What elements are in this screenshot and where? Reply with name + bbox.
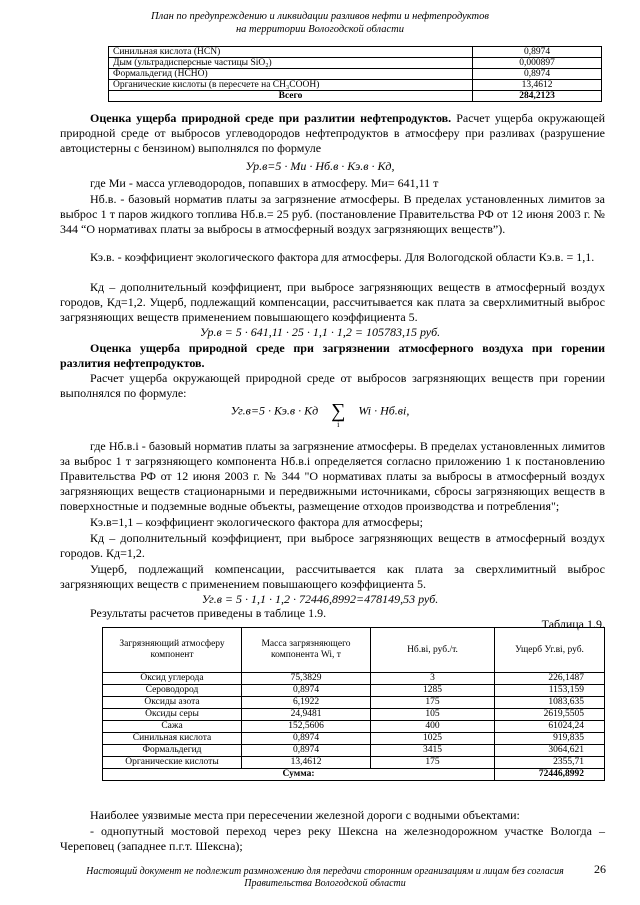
cell-damage: 919,835	[495, 733, 605, 745]
table-row	[103, 673, 605, 685]
header-line-2: на территории Вологодской области	[235, 24, 405, 35]
cell-mass: 75,3829	[242, 673, 371, 685]
cell-mass: 0,8974	[242, 745, 371, 757]
section1-intro: Расчет ущерба окружающей природной среде от выбросов углеводородов нефтепродуктов в атмосферу при разливах (разрушение автоцистерны с бензином) выполнялся по формуле	[60, 111, 605, 155]
section1-p1: где Ми - масса углеводородов, попавших в атмосферу. Ми= 641,11 т	[90, 176, 439, 190]
column-header: Ущерб Уг.вi, руб.	[495, 628, 605, 673]
cell-damage: 61024,24	[495, 721, 605, 733]
table-total-row	[103, 769, 605, 781]
sum-sign-icon	[331, 400, 346, 429]
cell-component: Оксид углерода	[103, 673, 242, 685]
table-row	[103, 685, 605, 697]
column-header: Масса загрязняющего компонента Wi, т	[242, 628, 371, 673]
cell-component: Оксиды серы	[103, 709, 242, 721]
results-intro: Результаты расчетов приведены в таблице 1.9.	[90, 606, 327, 620]
section2-result: Уг.в = 5 · 1,1 · 1,2 · 72446,8992=478149,53 руб.	[201, 592, 439, 606]
cell-mass: 13,4612	[242, 757, 371, 769]
section1-p3: Кэ.в. - коэффициент экологического фактора для атмосферы. Для Вологодской области Кэ.в. = 1,1.	[90, 250, 595, 264]
cell-mass: 152,5606	[242, 721, 371, 733]
table-total-row	[109, 91, 602, 102]
cell-damage: 226,1487	[495, 673, 605, 685]
cell-component: Органические кислоты	[103, 757, 242, 769]
running-header	[0, 10, 640, 36]
cell-rate: 3	[371, 673, 495, 685]
component-value: 0,000897	[473, 58, 602, 69]
component-value: 13,4612	[473, 80, 602, 91]
formula-right: Wi · Нб.вi,	[358, 403, 410, 418]
cell-rate: 105	[371, 709, 495, 721]
cell-damage: 1083,635	[495, 697, 605, 709]
sum-label: Сумма:	[103, 769, 495, 781]
cell-rate: 1285	[371, 685, 495, 697]
cell-mass: 24,9481	[242, 709, 371, 721]
table-row	[109, 58, 602, 69]
cell-mass: 0,8974	[242, 685, 371, 697]
cell-rate: 3415	[371, 745, 495, 757]
section2-p2: Кэ.в=1,1 – коэффициент экологического фактора для атмосферы;	[90, 515, 423, 529]
column-header: Загрязняющий атмосферу компонент	[103, 628, 242, 673]
section2-formula	[0, 400, 640, 432]
section2-p1: где Нб.в.i - базовый норматив платы за загрязнение атмосферы. В пределах установленных лимитов за выброс 1 т загрязняющего компонента Нб.в.i определяется согласно приложению 1 к постановлению Правительства РФ от 12 июня 2003 г. № 344 "О нормативах платы за выбросы в атмосферный воздух загрязняющих веществ стационарными и передвижными источниками, сбросы загрязняющих веществ в поверхностные и подземные водные объекты, размещение отходов производства и потребления";	[60, 439, 605, 513]
table-row	[103, 745, 605, 757]
section3-p2: - однопутный мостовой переход через реку Шексна на железнодорожном участке Вологда – Череповец (западнее п.г.т. Шексна);	[60, 824, 605, 853]
section2-p4: Ущерб, подлежащий компенсации, рассчитывается как плата за сверхлимитный выброс загрязняющих веществ с применением повышающего коэффициента 5.	[60, 562, 605, 591]
table-row	[103, 721, 605, 733]
column-header: Нб.вi, руб./т.	[371, 628, 495, 673]
footer-notice: Настоящий документ не подлежит размножению для передачи сторонним организациям и лицам без согласия Правительства Вологодской области	[86, 866, 564, 889]
cell-damage: 3064,621	[495, 745, 605, 757]
damage-table	[102, 627, 605, 781]
table-row	[109, 47, 602, 58]
section1-result: Ур.в = 5 · 641,11 · 25 · 1,1 · 1,2 = 105783,15 руб.	[199, 325, 441, 339]
table-row	[103, 733, 605, 745]
cell-rate: 175	[371, 757, 495, 769]
section1-title: Оценка ущерба природной среде при разлитии нефтепродуктов.	[90, 111, 452, 125]
section3-p1: Наиболее уязвимые места при пересечении железной дороги с водными объектами:	[90, 808, 520, 822]
component-value: 0,8974	[473, 69, 602, 80]
formula-left: Уг.в=5 · Кэ.в · Кд	[230, 403, 319, 418]
section1-p2: Нб.в. - базовый норматив платы за загрязнение атмосферы. В пределах установленных лимитов за выброс 1 т паров жидкого топлива Нб.в.= 25 руб. (постановление Правительства РФ от 12 июня 2003 г. № 344 “О нормативах платы за выбросы в атмосферный воздух загрязняющих веществ”).	[60, 192, 605, 236]
component-value: 0,8974	[473, 47, 602, 58]
section1-p4: Кд – дополнительный коэффициент, при выбросе загрязняющих веществ в атмосферный воздух городов, Кд=1,2. Ущерб, подлежащий компенсации, рассчитывается как плата за сверхлимитный выброс загрязняющих веществ применением повышающего коэффициента 5.	[60, 280, 605, 324]
section2-intro: Расчет ущерба окружающей природной среде от выбросов загрязняющих веществ при горении выполнялся по формуле:	[60, 371, 605, 400]
component-name: Органические кислоты (в пересчете на CH₃COOH)	[109, 80, 473, 91]
cell-mass: 0,8974	[242, 733, 371, 745]
cell-mass: 6,1922	[242, 697, 371, 709]
section1-intro-paragraph	[60, 111, 605, 156]
emissions-table	[108, 46, 602, 102]
component-name: Синильная кислота (HCN)	[109, 47, 473, 58]
cell-component: Сероводород	[103, 685, 242, 697]
cell-damage: 2619,5505	[495, 709, 605, 721]
sum-sign: ∑	[331, 400, 346, 422]
cell-component: Оксиды азота	[103, 697, 242, 709]
cell-component: Формальдегид	[103, 745, 242, 757]
sum-index: i	[337, 420, 340, 429]
total-label: Всего	[109, 91, 473, 102]
cell-rate: 175	[371, 697, 495, 709]
table-row	[103, 697, 605, 709]
section1-formula: Ур.в=5 · Ми · Нб.в · Кэ.в · Кд,	[245, 159, 395, 173]
component-name: Дым (ультрадисперсные частицы SiO₂)	[109, 58, 473, 69]
section2-p3: Кд – дополнительный коэффициент, при выбросе загрязняющих веществ в атмосферный воздух городов. Кд=1,2.	[60, 531, 605, 560]
table-row	[103, 709, 605, 721]
table-header-row	[103, 628, 605, 673]
cell-component: Сажа	[103, 721, 242, 733]
table-row	[103, 757, 605, 769]
cell-rate: 400	[371, 721, 495, 733]
total-value: 284,2123	[473, 91, 602, 102]
component-name: Формальдегид (HCHO)	[109, 69, 473, 80]
table-row	[109, 69, 602, 80]
cell-damage: 2355,71	[495, 757, 605, 769]
sum-value: 72446,8992	[495, 769, 605, 781]
page-number: 26	[594, 862, 606, 876]
cell-rate: 1025	[371, 733, 495, 745]
header-line-1: План по предупреждению и ликвидации разливов нефти и нефтепродуктов	[151, 11, 489, 22]
section2-title: Оценка ущерба природной среде при загрязнении атмосферного воздуха при горении разлития нефтепродуктов.	[60, 341, 605, 370]
table-row	[109, 80, 602, 91]
cell-component: Синильная кислота	[103, 733, 242, 745]
cell-damage: 1153,159	[495, 685, 605, 697]
table-caption: Таблица 1.9.	[541, 617, 605, 631]
